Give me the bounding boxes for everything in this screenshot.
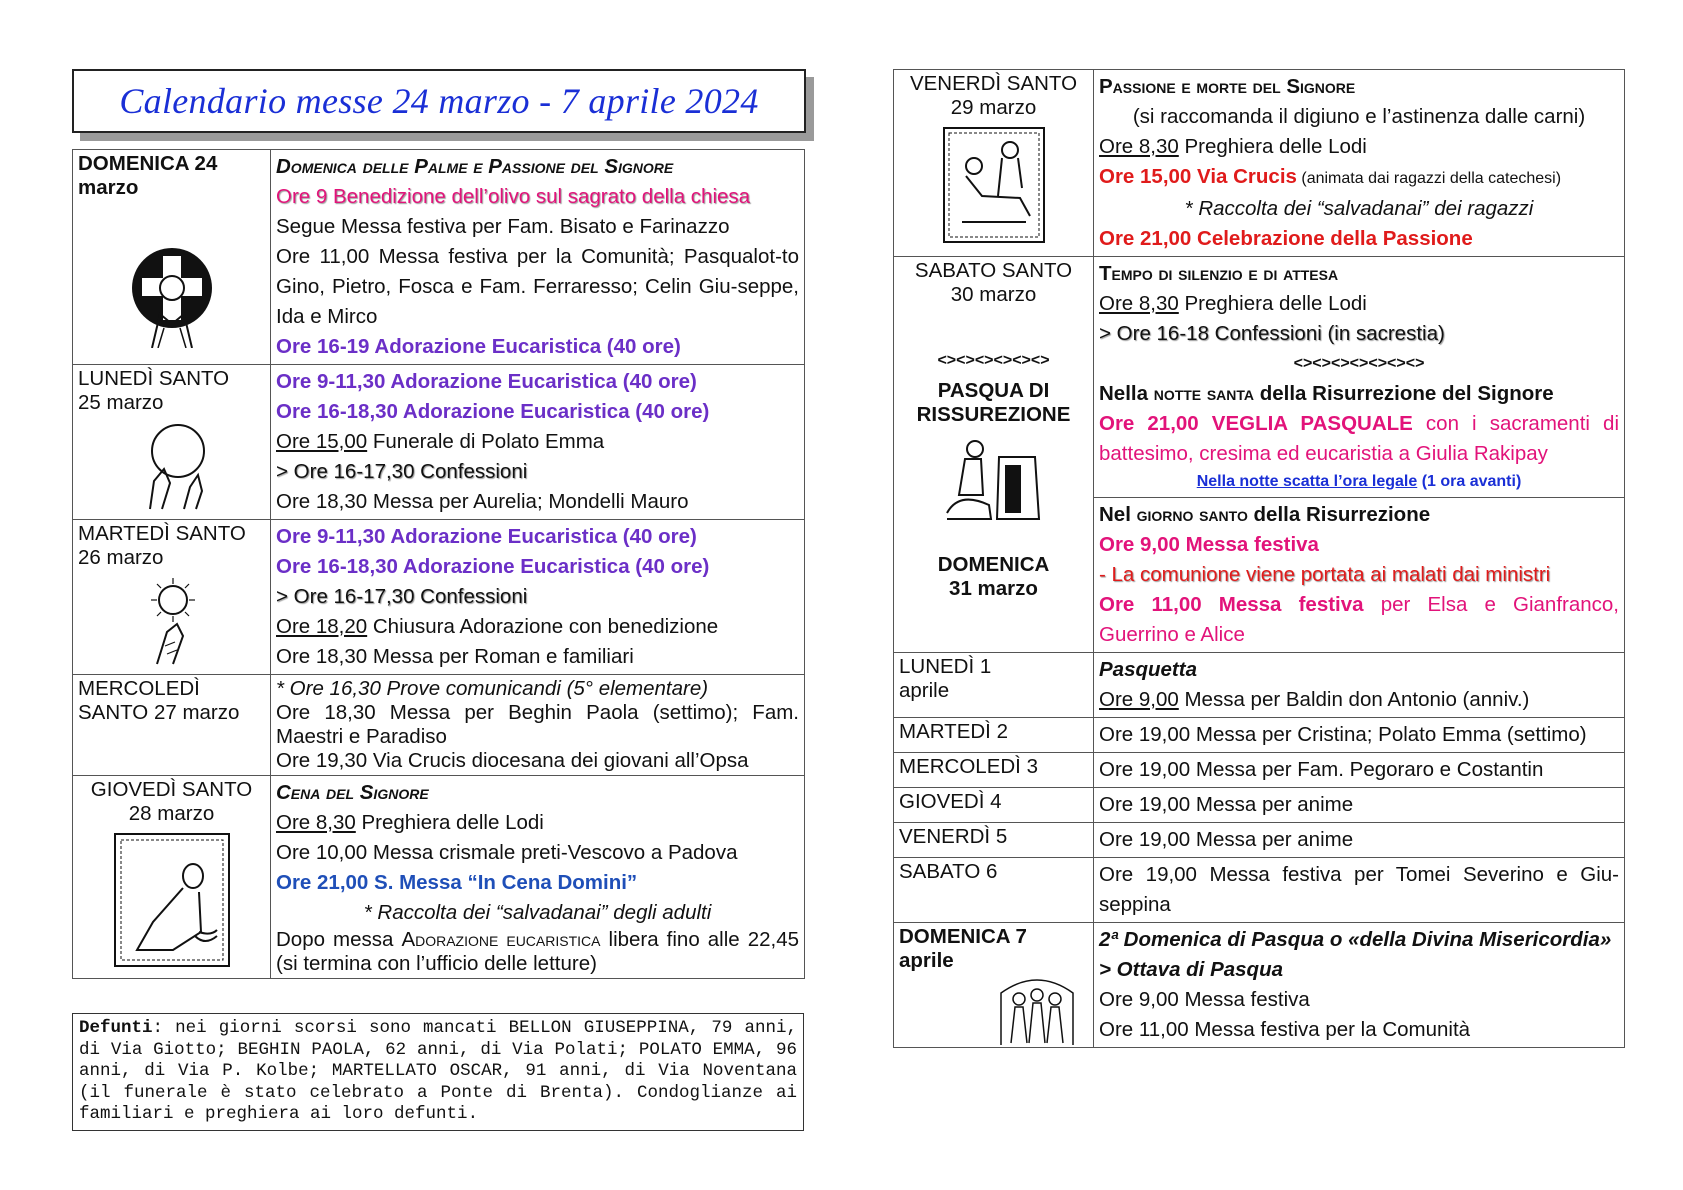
event-line	[1099, 289, 1619, 319]
event-line: 2ª Domenica di Pasqua o «della Divina Misericordia»	[1099, 928, 1612, 951]
deposition-icon	[942, 126, 1046, 244]
foot-washing-icon	[113, 832, 231, 968]
event-text: Adorazione eucaristica	[401, 928, 601, 951]
event-text: Ore 15,00 Via Crucis	[1099, 165, 1297, 188]
row-martedi-2	[894, 718, 1625, 753]
event-line: Ore 11,00 Messa festiva per la Comunità	[1099, 1018, 1471, 1041]
heading: Passione e morte del Signore	[1099, 75, 1356, 98]
event-text: Preghiera delle Lodi	[355, 811, 544, 834]
event-line	[1099, 162, 1619, 194]
day-label: MARTEDÌ 2	[899, 720, 1008, 743]
event-line: Ore 19,00 Messa festiva per Tomei Severino e Giu-seppina	[1099, 863, 1619, 916]
row-domenica-7	[894, 923, 1625, 1048]
events-cell	[1094, 823, 1625, 858]
events-cell	[1094, 788, 1625, 823]
legal-time-link[interactable]: Nella notte scatta l’ora legale	[1196, 473, 1418, 490]
event-text: Chiusura Adorazione con benedizione	[367, 615, 719, 638]
events-cell	[271, 776, 805, 979]
event-time: Ore 8,30	[276, 811, 356, 834]
day-label: MERCOLEDÌ SANTO 27 marzo	[78, 677, 240, 724]
event-line: Ore 19,00 Messa per anime	[1099, 793, 1354, 816]
monstrance-hands-icon	[137, 576, 207, 666]
event-time: Ore 18,20	[276, 615, 368, 638]
confessions-line: > Ore 16-18 Confessioni (in sacrestia)	[1099, 322, 1445, 345]
defunti-label: Defunti	[79, 1018, 153, 1038]
event-line	[1099, 132, 1619, 162]
heading: Tempo di silenzio e di attesa	[1099, 262, 1339, 285]
events-cell	[1094, 257, 1625, 498]
event-line: * Raccolta dei “salvadanai” degli adulti	[363, 901, 712, 924]
event-text: della Risurrezione del Signore	[1254, 382, 1554, 405]
row-lunedi-santo	[73, 365, 805, 520]
event-line	[276, 928, 799, 976]
event-text: Ore 11,00 Messa festiva	[1099, 593, 1364, 616]
left-calendar-table	[72, 149, 805, 979]
event-line: Ore 11,00 Messa festiva per la Comunità; Pasqualot-to Gino, Pietro, Fosca e Fam. Ferraresso; Celin Giu-seppe, Ida e Mirco	[276, 245, 799, 328]
row-giovedi-4	[894, 788, 1625, 823]
event-line	[1099, 409, 1619, 469]
event-line: Ore 19,00 Messa per Cristina; Polato Emma (settimo)	[1099, 723, 1587, 746]
event-line: (si raccomanda il digiuno e l’astinenza dalle carni)	[1132, 105, 1586, 128]
event-text: Nel	[1099, 503, 1137, 526]
day-label: SABATO SANTO	[914, 259, 1073, 282]
event-line: * Raccolta dei “salvadanai” dei ragazzi	[1184, 197, 1534, 220]
event-line	[1099, 500, 1619, 530]
event-time: Ore 8,30	[1099, 135, 1179, 158]
event-line: Ore 19,30 Via Crucis diocesana dei giovani all’Opsa	[276, 749, 749, 772]
event-line: Ore 9 Benedizione dell’olivo sul sagrato della chiesa	[276, 185, 751, 208]
heading: Domenica delle Palme e Passione del Signore	[276, 155, 674, 178]
event-text: della Risurrezione	[1247, 503, 1431, 526]
day-cell	[894, 70, 1094, 257]
day-label: GIOVEDÌ SANTO	[90, 778, 253, 801]
right-calendar-table	[893, 69, 1625, 1048]
day-label: GIOVEDÌ 4	[899, 790, 1002, 813]
day-label: DOMENICA 24 marzo	[78, 152, 218, 199]
events-cell	[1094, 718, 1625, 753]
day-cell	[894, 653, 1094, 718]
day-date: 25 marzo	[78, 391, 164, 414]
events-cell	[1094, 923, 1625, 1048]
day-label: LUNEDÌ SANTO	[78, 367, 230, 390]
day-cell	[73, 776, 271, 979]
event-line: Ore 21,00 S. Messa “In Cena Domini”	[276, 871, 638, 894]
event-text: (1 ora avanti)	[1417, 473, 1522, 490]
defunti-box	[72, 1013, 804, 1131]
event-line: Ore 18,30 Messa per Beghin Paola (settimo); Fam. Maestri e Paradiso	[276, 701, 799, 748]
event-text: libera fino alle 22,45 (si termina con l’ufficio delle letture)	[276, 928, 799, 975]
events-cell	[271, 365, 805, 520]
event-text: notte santa	[1153, 382, 1255, 405]
event-line: Ore 9,00 Messa festiva	[1099, 988, 1310, 1011]
event-text: Nella	[1099, 382, 1154, 405]
day-date: 28 marzo	[128, 802, 215, 825]
event-text: con i sacramenti di battesimo, cresima ed eucaristia a Giulia Rakipay	[1099, 412, 1619, 465]
event-text: Messa per Baldin don Antonio (anniv.)	[1178, 688, 1530, 711]
day-cell	[894, 858, 1094, 923]
events-cell	[1094, 858, 1625, 923]
row-sabato-santo-notte	[894, 257, 1625, 498]
day-cell	[894, 823, 1094, 858]
event-line: Ore 16-18,30 Adorazione Eucaristica (40 ore)	[276, 400, 710, 423]
day-cell	[73, 365, 271, 520]
event-line	[1099, 379, 1619, 409]
day-date: 29 marzo	[950, 96, 1037, 119]
row-venerdi-santo	[894, 70, 1625, 257]
event-line: Ore 16-19 Adorazione Eucaristica (40 ore)	[276, 335, 681, 358]
confessions-line: > Ore 16-17,30 Confessioni	[276, 585, 528, 608]
event-time: Ore 9,00	[1099, 688, 1179, 711]
row-mercoledi-santo	[73, 675, 805, 776]
event-text: giorno santo	[1136, 503, 1248, 526]
row-venerdi-5	[894, 823, 1625, 858]
title-box	[72, 69, 806, 133]
day-cell	[894, 923, 1094, 1048]
separator: <><><><><><>	[937, 352, 1050, 369]
domenica-label: DOMENICA	[937, 553, 1050, 576]
event-text: Funerale di Polato Emma	[367, 430, 605, 453]
event-text: Ore 21,00 VEGLIA PASQUALE	[1099, 412, 1413, 435]
host-hands-icon	[132, 421, 212, 511]
events-cell	[1094, 70, 1625, 257]
pasqua-label: PASQUA DI RISSUREZIONE	[916, 379, 1071, 426]
event-line: * Ore 16,30 Prove comunicandi (5° elementare)	[276, 677, 709, 700]
day-date: 26 marzo	[78, 546, 164, 569]
legal-time-note	[1099, 469, 1619, 495]
day-cell	[894, 753, 1094, 788]
day-label: MERCOLEDÌ 3	[899, 755, 1038, 778]
day-label: MARTEDÌ SANTO	[78, 522, 246, 545]
defunti-text: : nei giorni scorsi sono mancati BELLON GIUSEPPINA, 79 anni, di Via Giotto; BEGHIN PAOLA, 62 anni, di Via Polati; POLATO EMMA, 96 anni, di Via P. Kolbe; MARTELLATO OSCAR, 91 anni, di Via Noventana (il funerale è stato celebrato a Ponte di Brenta). Condoglianze ai familiari e preghiera ai loro defunti.	[79, 1018, 797, 1124]
event-line: Ore 10,00 Messa crismale preti-Vescovo a Padova	[276, 841, 738, 864]
event-text: Preghiera delle Lodi	[1178, 292, 1367, 315]
events-cell	[1094, 753, 1625, 788]
day-cell	[73, 520, 271, 675]
day-date: 30 marzo	[950, 283, 1037, 306]
event-line: Ore 19,00 Messa per anime	[1099, 828, 1354, 851]
row-giovedi-santo	[73, 776, 805, 979]
event-line	[1099, 590, 1619, 650]
row-domenica-24	[73, 150, 805, 365]
domenica-date: 31 marzo	[949, 577, 1038, 600]
events-cell	[1094, 498, 1625, 653]
event-text: Preghiera delle Lodi	[1178, 135, 1367, 158]
event-line	[276, 808, 799, 838]
event-line: Ore 16-18,30 Adorazione Eucaristica (40 ore)	[276, 555, 710, 578]
events-cell	[1094, 653, 1625, 718]
event-text: per Elsa e Gianfranco, Guerrino e Alice	[1099, 593, 1620, 646]
page-title: Calendario messe 24 marzo - 7 aprile 2024	[119, 81, 759, 121]
day-cell	[894, 788, 1094, 823]
eucharist-cross-icon	[130, 244, 214, 348]
day-cell	[894, 718, 1094, 753]
saints-group-icon	[997, 973, 1077, 1045]
events-cell	[271, 150, 805, 365]
event-line: Segue Messa festiva per Fam. Bisato e Farinazzo	[276, 215, 730, 238]
row-lunedi-1	[894, 653, 1625, 718]
day-cell	[73, 675, 271, 776]
confessions-line: > Ore 16-17,30 Confessioni	[276, 460, 528, 483]
event-line: Ore 18,30 Messa per Aurelia; Mondelli Mauro	[276, 490, 689, 513]
row-sabato-6	[894, 858, 1625, 923]
day-label: VENERDÌ SANTO	[909, 72, 1078, 95]
events-cell	[271, 520, 805, 675]
event-time: Ore 15,00	[276, 430, 368, 453]
event-line: > Ottava di Pasqua	[1099, 958, 1283, 981]
event-line: Ore 9-11,30 Adorazione Eucaristica (40 ore)	[276, 370, 697, 393]
event-note: (animata dai ragazzi della catechesi)	[1296, 170, 1562, 187]
events-cell	[271, 675, 805, 776]
day-cell	[894, 257, 1094, 653]
heading: Pasquetta	[1099, 658, 1197, 681]
day-label: SABATO 6	[899, 860, 998, 883]
event-line: Ore 9-11,30 Adorazione Eucaristica (40 ore)	[276, 525, 697, 548]
heading: Cena del Signore	[276, 781, 429, 804]
event-line: - La comunione viene portata ai malati dai ministri	[1099, 563, 1551, 586]
event-time: Ore 8,30	[1099, 292, 1179, 315]
event-line: Ore 18,30 Messa per Roman e familiari	[276, 645, 634, 668]
day-label: DOMENICA 7 aprile	[899, 925, 1027, 972]
event-line: Ore 19,00 Messa per Fam. Pegoraro e Costantin	[1099, 758, 1544, 781]
event-line: Ore 9,00 Messa festiva	[1099, 533, 1319, 556]
day-label: VENERDÌ 5	[899, 825, 1008, 848]
event-line	[276, 612, 799, 642]
event-line: Ore 21,00 Celebrazione della Passione	[1099, 227, 1473, 250]
day-label: LUNEDÌ 1 aprile	[899, 655, 992, 702]
event-text: Dopo messa	[276, 928, 402, 951]
day-cell	[73, 150, 271, 365]
row-martedi-santo	[73, 520, 805, 675]
row-mercoledi-3	[894, 753, 1625, 788]
event-line	[1099, 685, 1619, 715]
separator: <><><><><><><>	[1293, 355, 1425, 372]
empty-tomb-icon	[939, 435, 1049, 525]
event-line	[276, 427, 799, 457]
